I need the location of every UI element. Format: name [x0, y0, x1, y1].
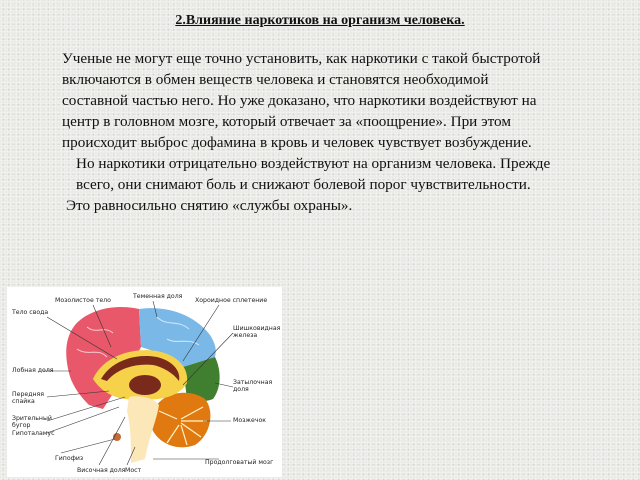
label-occipital-lobe: Затылочная доля	[233, 379, 273, 393]
label-pineal-gland: Шишковидная железа	[233, 325, 281, 339]
slide-title: 2.Влияние наркотиков на организм человека.	[175, 13, 465, 28]
label-medulla: Продолговатый мозг	[205, 459, 274, 466]
label-temporal-lobe: Височная доля	[77, 467, 126, 474]
brain-diagram	[7, 287, 282, 477]
label-hypothalamus: Гипоталамус	[12, 430, 55, 437]
label-frontal-lobe: Лобная доля	[12, 367, 54, 374]
label-corpus-callosum: Мозолистое тело	[55, 297, 111, 304]
thalamus-region	[129, 375, 161, 395]
label-cerebellum: Мозжечок	[233, 417, 266, 424]
paragraph-3: Это равносильно снятию «службы охраны».	[66, 197, 353, 214]
cerebellum-region	[151, 393, 211, 448]
label-corpus-fornix: Тело свода	[12, 309, 49, 316]
label-anterior-commissure: Передняя спайка	[12, 391, 44, 405]
label-pituitary: Гипофиз	[55, 455, 84, 462]
label-choroid-plexus: Хороидное сплетение	[195, 297, 268, 304]
label-optic-chiasm: Зрительный бугор	[12, 415, 52, 429]
paragraph-2: Но наркотики отрицательно воздействуют на организм человека. Прежде всего, они снимают боль и снижают болевой порог чувствительности.	[76, 155, 551, 193]
label-parietal-lobe: Теменная доля	[133, 293, 183, 300]
body-text	[62, 48, 552, 216]
paragraph-1: Ученые не могут еще точно установить, как наркотики с такой быстротой включаются в обмен веществ человека и становятся необходимой составной частью него. Но уже доказано, что наркотики воздействуют на центр в головном мозге, который отвечает за «поощрение». При этом происходит выброс дофамина в кровь и человек чувствует возбуждение.	[62, 50, 541, 151]
label-pons: Мост	[125, 467, 142, 474]
